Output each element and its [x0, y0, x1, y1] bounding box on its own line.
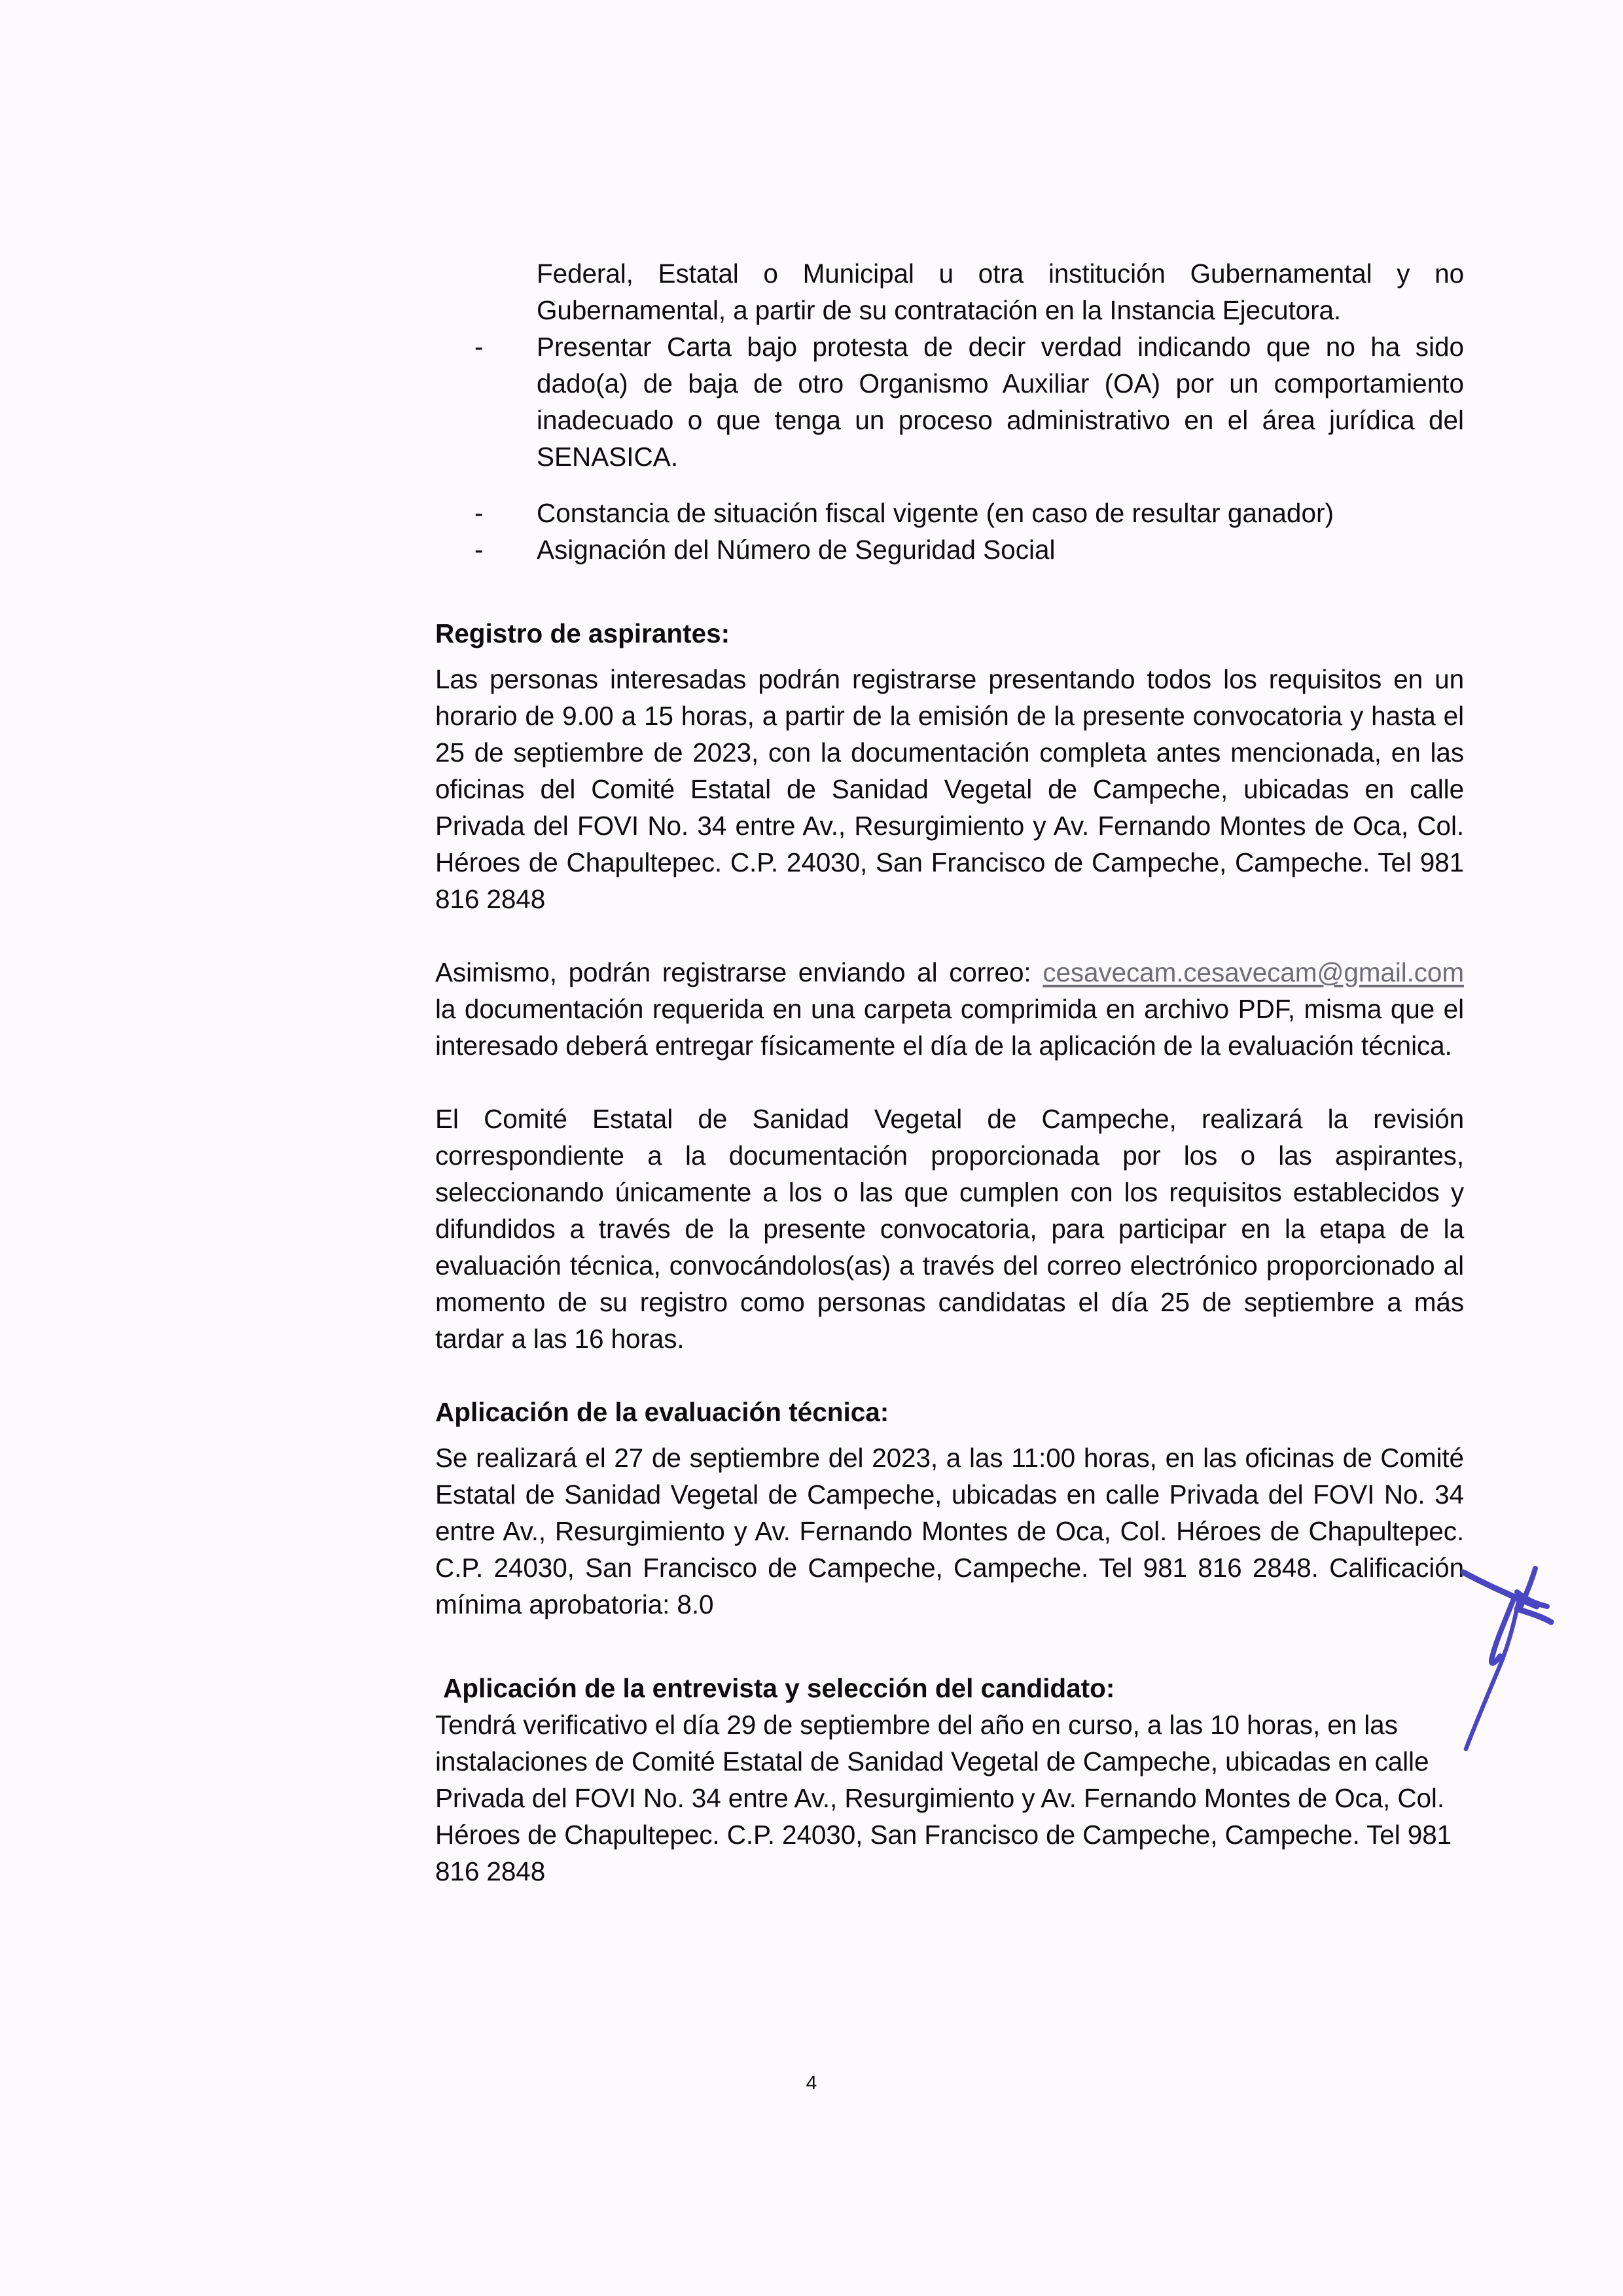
spacer: [435, 917, 1464, 954]
list-item: [435, 328, 1464, 475]
bullet-dash-icon: -: [474, 535, 484, 565]
spacer: [435, 652, 1464, 661]
spacer: [435, 1623, 1464, 1670]
document-body: [435, 255, 1464, 1890]
spacer: [435, 1357, 1464, 1394]
handwritten-signature-icon: [1454, 1541, 1569, 1757]
list-item: [435, 531, 1464, 568]
evaluacion-tecnica-paragraph: Se realizará el 27 de septiembre del 2023, a las 11:00 horas, en las oficinas de Comité Estatal de Sanidad Vegetal de Campeche, ubicadas en calle Privada del FOVI No. 34 entre Av., Resurgimiento y Av. Fernando Montes de Oca, Col. Héroes de Chapultepec. C.P. 24030, San Francisco de Campeche, Campeche. Tel 981 816 2848. Calificación mínima aprobatoria: 8.0: [435, 1443, 1464, 1619]
section-heading-entrevista-seleccion: Aplicación de la entrevista y selección del candidato:: [443, 1673, 1115, 1703]
section-heading-registro: Registro de aspirantes:: [435, 618, 730, 648]
requirements-list: [435, 328, 1464, 568]
email-paragraph: [435, 954, 1464, 1064]
bullet-dash-icon: -: [474, 332, 484, 362]
email-paragraph-after: la documentación requerida en una carpeta comprimida en archivo PDF, misma que el interesado deberá entregar físicamente el día de la aplicación de la evaluación técnica.: [435, 994, 1464, 1061]
page-number: 4: [806, 2072, 817, 2094]
bullet-dash-icon: -: [474, 498, 484, 528]
continuation-paragraph-block: [435, 255, 1464, 328]
spacer: [435, 1430, 1464, 1439]
spacer: [435, 568, 1464, 615]
spacer: [435, 1064, 1464, 1101]
list-item: [435, 495, 1464, 531]
entrevista-seleccion-paragraph: Tendrá verificativo el día 29 de septiembre del año en curso, a las 10 horas, en las instalaciones de Comité Estatal de Sanidad Vegetal de Campeche, ubicadas en calle Privada del FOVI No. 34 entre Av., Resurgimiento y Av. Fernando Montes de Oca, Col. Héroes de Chapultepec. C.P. 24030, San Francisco de Campeche, Campeche. Tel 981 816 2848: [435, 1710, 1452, 1886]
list-item-text: Asignación del Número de Seguridad Social: [537, 535, 1056, 565]
list-item-text: Constancia de situación fiscal vigente (en caso de resultar ganador): [537, 498, 1334, 528]
email-link[interactable]: cesavecam.cesavecam@gmail.com: [1043, 957, 1464, 987]
section-heading-evaluacion-tecnica: Aplicación de la evaluación técnica:: [435, 1397, 889, 1427]
registro-paragraph: Las personas interesadas podrán registrarse presentando todos los requisitos en un horario de 9.00 a 15 horas, a partir de la emisión de la presente convocatoria y hasta el 25 de septiembre de 2023, con la documentación completa antes mencionada, en las oficinas del Comité Estatal de Sanidad Vegetal de Campeche, ubicadas en calle Privada del FOVI No. 34 entre Av., Resurgimiento y Av. Fernando Montes de Oca, Col. Héroes de Chapultepec. C.P. 24030, San Francisco de Campeche, Campeche. Tel 981 816 2848: [435, 664, 1464, 914]
review-paragraph: El Comité Estatal de Sanidad Vegetal de Campeche, realizará la revisión correspondiente a la documentación proporcionada por los o las aspirantes, seleccionando únicamente a los o las que cumplen con los requisitos establecidos y difundidos a través de la presente convocatoria, para participar en la etapa de la evaluación técnica, convocándolos(as) a través del correo electrónico proporcionado al momento de su registro como personas candidatas el día 25 de septiembre a más tardar a las 16 horas.: [435, 1104, 1464, 1354]
email-paragraph-before: Asimismo, podrán registrarse enviando al correo:: [435, 957, 1031, 987]
list-item-text: Presentar Carta bajo protesta de decir verdad indicando que no ha sido dado(a) de baja de otro Organismo Auxiliar (OA) por un comportamiento inadecuado o que tenga un proceso administrativo en el área jurídica del SENASICA.: [537, 332, 1464, 472]
continuation-paragraph: Federal, Estatal o Municipal u otra institución Gubernamental y no Gubernamental, a partir de su contratación en la Instancia Ejecutora.: [537, 258, 1464, 325]
